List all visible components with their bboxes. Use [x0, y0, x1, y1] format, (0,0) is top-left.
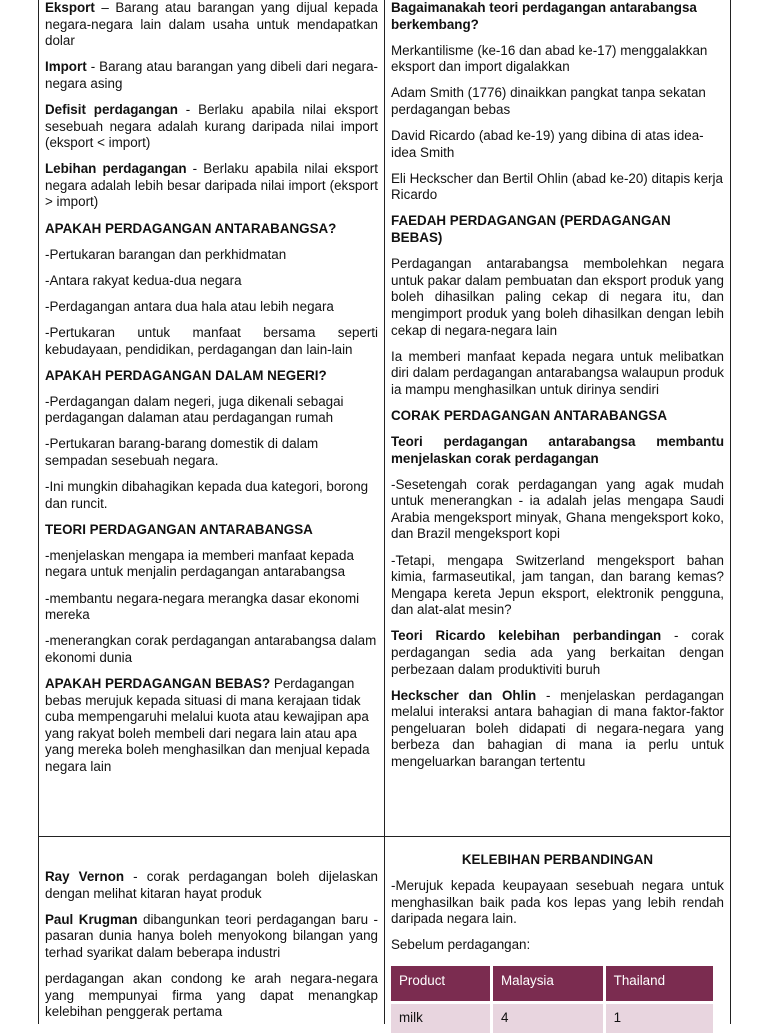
vernon-paragraph: Ray Vernon - corak perdagangan boleh dijelaskan dengan melihat kitaran hayat produk: [45, 869, 378, 901]
header-thailand: Thailand: [606, 966, 713, 1001]
list-item: -Antara rakyat kedua-dua negara: [45, 272, 242, 288]
left-top-column: [45, 0, 378, 785]
kelebihan-heading: KELEBIHAN PERBANDINGAN: [461, 852, 654, 867]
import-definition: Import - Barang atau barangan yang dibeli dari negara-negara asing: [45, 59, 378, 91]
right-top-column: [391, 0, 724, 780]
list-item: David Ricardo (abad ke-19) yang dibina di atas idea-idea Smith: [391, 128, 704, 160]
header-malaysia: Malaysia: [493, 966, 603, 1001]
condong-paragraph: perdagangan akan condong ke arah negara-negara yang mempunyai firma yang dapat menangkap kelebihan penggerak pertama: [45, 970, 378, 1020]
right-bottom-column: [391, 852, 724, 1036]
list-item: Ia memberi manfaat kepada negara untuk melibatkan diri dalam perdagangan antarabangsa walaupun produk ia mampu menghasilkan untuk dirinya sendiri: [391, 348, 724, 397]
table-cell: 1: [606, 1004, 713, 1033]
table-header-row: [391, 966, 713, 1001]
list-item: Eli Heckscher dan Bertil Ohlin (abad ke-20) ditapis kerja Ricardo: [391, 170, 723, 203]
list-item: Perdagangan antarabangsa membolehkan negara untuk pakar dalam pembuatan dan eksport produk yang boleh dihasilkan paling cekap di negara itu, dan mengimport produk yang boleh dihasilkan dengan lebih cekap di negara-negara lain: [391, 256, 724, 338]
bagaimana-heading: Bagaimanakah teori perdagangan antarabangsa berkembang?: [391, 0, 697, 32]
list-item: -Perdagangan dalam negeri, juga dikenali sebagai perdagangan dalaman atau perdagangan rumah: [45, 393, 344, 426]
list-item: -membantu negara-negara merangka dasar ekonomi mereka: [45, 590, 360, 623]
list-item: -Tetapi, mengapa Switzerland mengeksport bahan kimia, farmaseutikal, jam tangan, dan barang kemas? Mengapa kereta Jepun eksport, elektronik pengguna, dan alat-alat mesin?: [391, 552, 724, 618]
left-bottom-column: [45, 869, 378, 1030]
list-item: -Pertukaran barang-barang domestik di dalam sempadan sesebuah negara.: [45, 436, 319, 468]
defisit-definition: Defisit perdagangan - Berlaku apabila nilai eksport sesebuah negara adalah kurang daripada nilai import (eksport < import): [45, 101, 378, 151]
corak-heading: CORAK PERDAGANGAN ANTARABANGSA: [391, 407, 667, 423]
border-left: [38, 0, 39, 1024]
list-item: -Pertukaran untuk manfaat bersama seperti kebudayaan, pendidikan, perdagangan dan lain-lain: [45, 324, 378, 357]
eksport-definition: Eksport – Barang atau barangan yang dijual kepada negara-negara lain dalam usaha untuk mendapatkan dolar: [45, 0, 378, 49]
list-item: -menerangkan corak perdagangan antarabangsa dalam ekonomi dunia: [45, 633, 377, 665]
faedah-heading: FAEDAH PERDAGANGAN (PERDAGANGAN BEBAS): [391, 213, 671, 246]
dalam-negeri-heading: APAKAH PERDAGANGAN DALAM NEGERI?: [45, 367, 327, 383]
antarabangsa-heading: APAKAH PERDAGANGAN ANTARABANGSA?: [45, 220, 337, 236]
list-item: -menjelaskan mengapa ia memberi manfaat kepada negara untuk menjalin perdagangan antarabangsa: [45, 547, 354, 580]
list-item: Adam Smith (1776) dinaikkan pangkat tanpa sekatan perdagangan bebas: [391, 85, 706, 117]
kelebihan-text: -Merujuk kepada keupayaan sesebuah negara untuk menghasilkan baik pada kos lepas yang lebih rendah daripada negara lain.: [391, 878, 724, 927]
list-item: -Sesetengah corak perdagangan yang agak mudah untuk menerangkan - ia adalah jelas mengapa Saudi Arabia mengeksport minyak, Ghana mengeksport koko, dan Brazil mengeksport kopi: [391, 476, 724, 542]
list-item: -Perdagangan antara dua hala atau lebih negara: [45, 298, 334, 314]
list-item: -Ini mungkin dibahagikan kepada dua kategori, borong dan runcit.: [45, 479, 369, 511]
column-divider: [384, 0, 385, 1024]
perdagangan-bebas-paragraph: APAKAH PERDAGANGAN BEBAS? Perdagangan bebas merujuk kepada situasi di mana kerajaan tidak cuba mempengaruhi melalui kuota atau kewajipan apa yang rakyat boleh membeli dari negara lain atau apa yang mereka boleh menghasilkan dan menjual kepada negara lain: [45, 675, 370, 774]
heckscher-paragraph: Heckscher dan Ohlin - menjelaskan perdagangan melalui interaksi antara bahagian di mana faktor-faktor pengeluaran boleh didapati di negara-negara yang berbeza dan bahagian di mana ia perlu untuk mengeluarkan barangan tertentu: [391, 687, 724, 770]
teori-heading: TEORI PERDAGANGAN ANTARABANGSA: [45, 521, 313, 537]
comparison-table: [388, 963, 716, 1035]
border-right: [730, 0, 731, 1024]
list-item: Merkantilisme (ke-16 dan abad ke-17) menggalakkan eksport dan import digalakkan: [391, 42, 708, 75]
list-item: -Pertukaran barangan dan perkhidmatan: [45, 246, 287, 262]
table-cell: 4: [493, 1004, 603, 1033]
table-row: [391, 1004, 713, 1033]
sebelum-label: Sebelum perdagangan:: [391, 937, 531, 953]
krugman-paragraph: Paul Krugman dibangunkan teori perdagangan baru - pasaran dunia hanya boleh menyokong bilangan yang terhad syarikat dalam beberapa industri: [45, 911, 378, 960]
ricardo-paragraph: Teori Ricardo kelebihan perbandingan - corak perdagangan sedia ada yang berkaitan dengan perbezaan dalam produktiviti buruh: [391, 628, 724, 677]
table-cell: milk: [391, 1004, 490, 1033]
header-product: Product: [391, 966, 490, 1001]
corak-subheading: Teori perdagangan antarabangsa membantu menjelaskan corak perdagangan: [391, 433, 724, 466]
lebihan-definition: Lebihan perdagangan - Berlaku apabila nilai eksport negara adalah lebih besar daripada nilai import (eksport > import): [45, 161, 378, 210]
row-divider: [38, 836, 730, 837]
